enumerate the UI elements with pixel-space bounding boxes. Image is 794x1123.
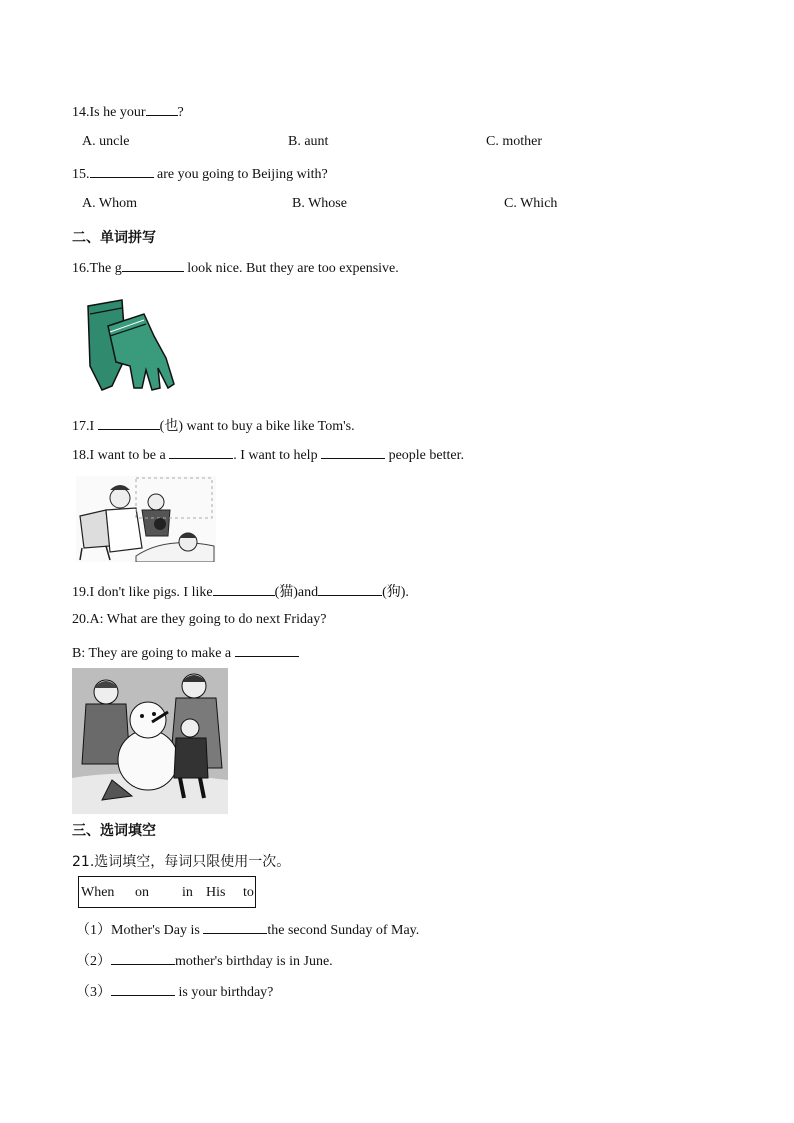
question-21-item-3: （3） is your birthday? (76, 985, 274, 1000)
word-option[interactable]: His (206, 885, 226, 900)
option-c[interactable]: C. mother (486, 134, 542, 149)
answer-blank[interactable] (122, 259, 184, 272)
question-14: 14.Is he your ? (72, 105, 184, 120)
answer-blank[interactable] (111, 952, 175, 965)
answer-blank[interactable] (235, 644, 299, 657)
section-heading-fill-in: 三、选词填空 (72, 823, 156, 839)
word-option[interactable]: When (81, 885, 115, 900)
word-option[interactable]: to (243, 885, 254, 900)
question-21-item-1: （1）Mother's Day is the second Sunday of May. (76, 923, 420, 938)
question-15-stem: are you going to Beijing with? (153, 167, 328, 182)
question-18: 18.I want to be a . I want to help people better. (72, 448, 464, 463)
answer-blank[interactable] (98, 417, 160, 430)
answer-blank[interactable] (321, 446, 385, 459)
answer-blank[interactable] (146, 103, 178, 116)
word-bank (78, 876, 256, 908)
question-20-b: B: They are going to make a (72, 644, 299, 662)
question-19: 19.I don't like pigs. I like (猫)and (狗). (72, 585, 409, 600)
question-14-stem: 14.Is he your (72, 105, 146, 120)
question-16: 16.The g look nice. But they are too expensive. (72, 261, 399, 276)
word-option[interactable]: on (135, 885, 149, 900)
answer-blank[interactable] (318, 583, 382, 596)
answer-blank[interactable] (213, 583, 275, 596)
option-a[interactable]: A. uncle (82, 134, 130, 149)
word-option[interactable]: in (182, 885, 193, 900)
answer-blank[interactable] (203, 921, 267, 934)
option-b[interactable]: B. Whose (292, 196, 347, 211)
question-17: 17.I (也) want to buy a bike like Tom's. (72, 419, 355, 434)
answer-blank[interactable] (90, 165, 154, 178)
answer-blank[interactable] (169, 446, 233, 459)
question-20-a: 20.A: What are they going to do next Friday? (72, 612, 327, 627)
question-15: 15. are you going to Beijing with? (72, 167, 328, 182)
option-a[interactable]: A. Whom (82, 196, 137, 211)
option-c[interactable]: C. Which (504, 196, 558, 211)
section-heading-spelling: 二、单词拼写 (72, 230, 156, 246)
snowman-image (72, 668, 228, 814)
option-b[interactable]: B. aunt (288, 134, 329, 149)
gloves-image (82, 296, 182, 398)
doctor-image (76, 476, 216, 562)
question-21-item-2: （2） mother's birthday is in June. (76, 954, 333, 969)
question-21-title: 21.选词填空，每词只限使用一次。 (72, 854, 291, 870)
answer-blank[interactable] (111, 983, 175, 996)
